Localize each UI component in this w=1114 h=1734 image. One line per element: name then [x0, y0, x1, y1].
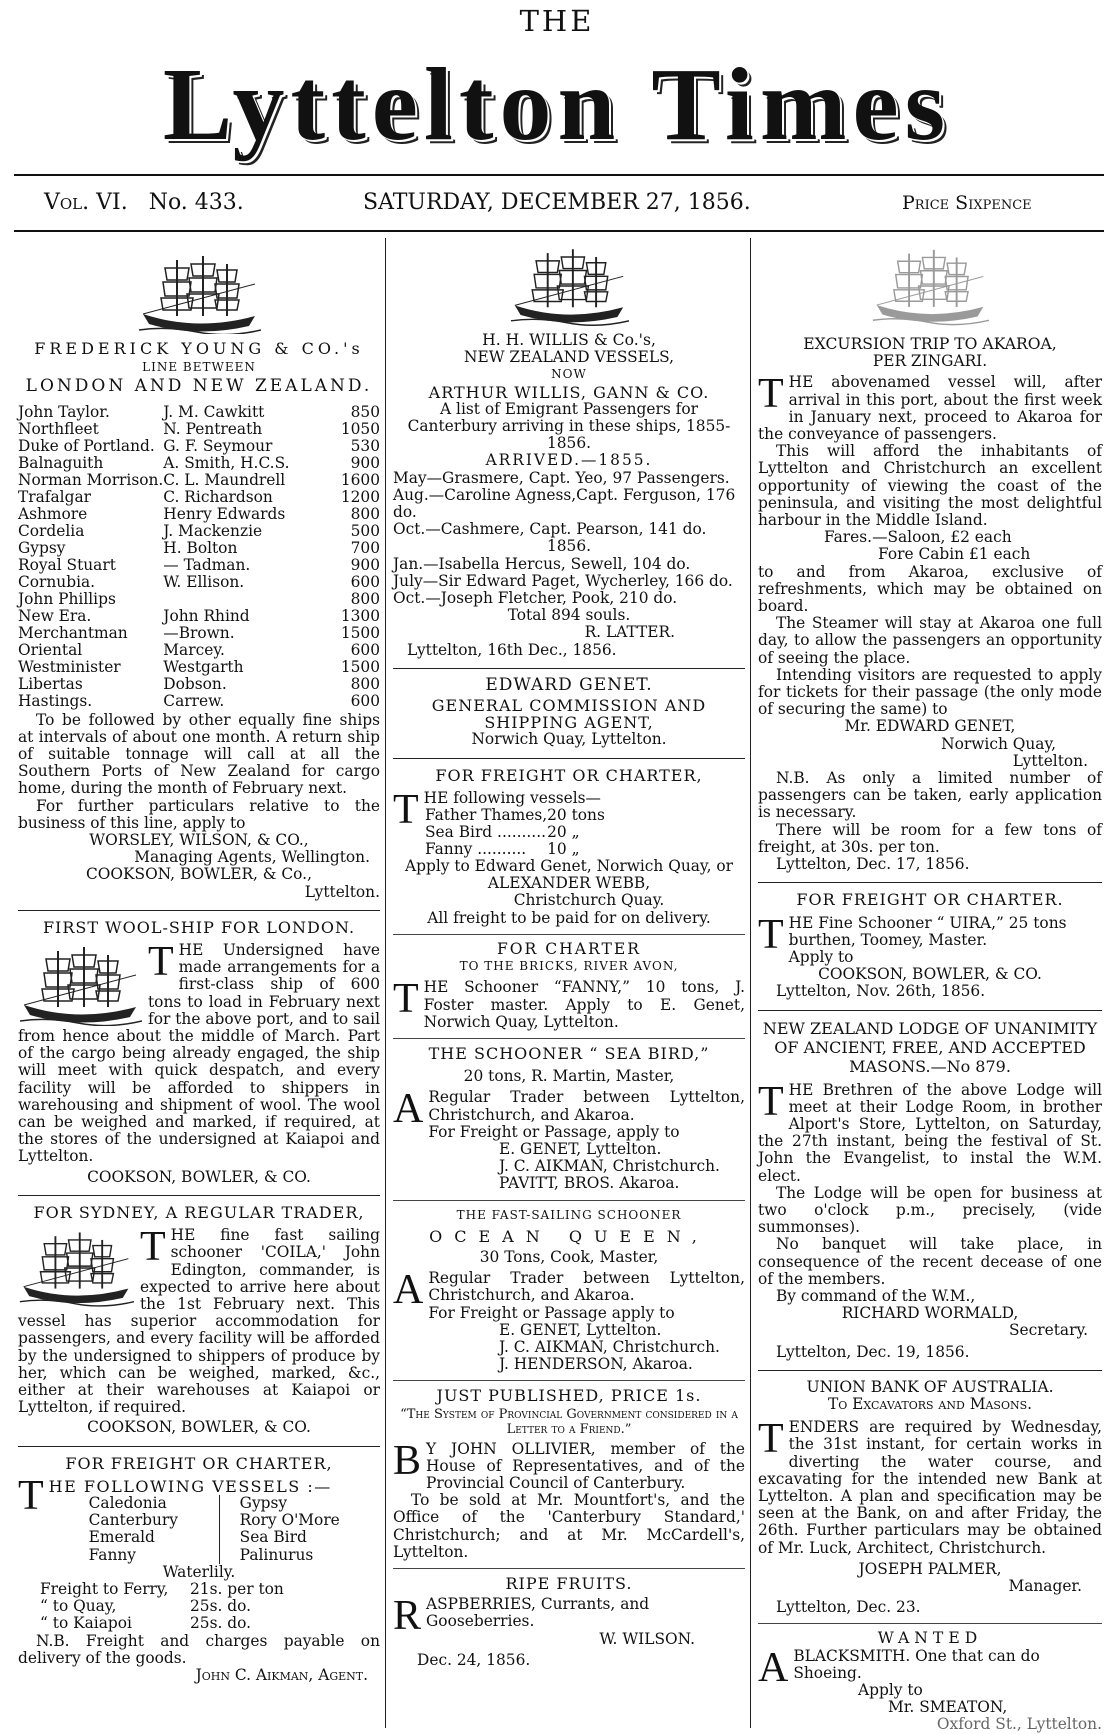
- ship-illustration-icon: [18, 944, 142, 1026]
- ship-name: Westminister: [18, 657, 121, 676]
- ship-tons: 1500: [340, 623, 380, 642]
- ship-tons: 1300: [340, 606, 380, 625]
- ship-tons: 900: [350, 555, 380, 574]
- agent-name: COOKSON, BOWLER, & CO.: [818, 965, 1042, 984]
- section-divider: [18, 1195, 380, 1196]
- issue-price: Price Sixpence: [902, 192, 1032, 214]
- ad-just-published: [393, 1387, 745, 1561]
- ad-title: OCEAN QUEEN,: [429, 1226, 709, 1246]
- ad-subtitle: NOW: [551, 367, 587, 382]
- ad-title: FOR FREIGHT OR CHARTER,: [65, 1453, 333, 1473]
- ad-note: To be sold at Mr. Mountfort's, and the Office of the 'Canterbury Standard,' Christchurch; and at Mr. McCardell's, Lyttelton.: [393, 1491, 745, 1561]
- vessel-row: [425, 824, 605, 841]
- ship-name: Gypsy: [18, 538, 66, 557]
- vessel-name: Fanny ..........: [425, 840, 527, 859]
- fares: Fares.—Saloon, £2 each: [824, 528, 1012, 547]
- ad-frederick-young: [18, 340, 380, 901]
- ship-name: John Phillips: [18, 589, 116, 608]
- ad-signature-title: Manager.: [1008, 1577, 1082, 1595]
- section-divider: [393, 1038, 745, 1039]
- drop-cap: A: [758, 1644, 789, 1691]
- ship-tons: 850: [350, 402, 380, 421]
- masthead-rule-top: [14, 174, 1104, 176]
- ad-note: N.B. Freight and charges payable on delivery of the goods.: [18, 1631, 380, 1667]
- vessel-table: [425, 807, 605, 858]
- masthead-the: THE: [519, 4, 595, 38]
- drop-cap: R: [393, 1593, 422, 1640]
- ad-title: EDWARD GENET.: [485, 674, 653, 695]
- ad-apply: Apply to: [788, 947, 854, 966]
- ad-date: Lyttelton, Nov. 26th, 1856.: [776, 982, 986, 1001]
- contact-name: Mr. EDWARD GENET,: [844, 717, 1016, 736]
- ad-subtitle: To Excavators and Masons.: [827, 1394, 1033, 1413]
- column-2: [393, 246, 745, 1669]
- ad-paragraph: There will be room for a few tons of freight, at 30s. per ton.: [758, 820, 1102, 856]
- ad-signature: RICHARD WORMALD,: [841, 1304, 1019, 1323]
- masthead-rule-bottom: [14, 230, 1104, 232]
- ad-date: Lyttelton, Dec. 17, 1856.: [776, 855, 970, 874]
- ship-tons: 800: [350, 674, 380, 693]
- contact-address: Norwich Quay,: [941, 734, 1056, 753]
- rate-value: 25s. do.: [190, 1614, 252, 1633]
- ship-row: [18, 642, 380, 659]
- ship-captain: N. Pentreath: [163, 419, 263, 438]
- ad-freight-charter-2: [393, 767, 745, 927]
- vessel-tons: 20 tons: [547, 806, 605, 825]
- ad-title: NEW ZEALAND LODGE OF UNANIMITY OF ANCIENT, FREE, AND ACCEPTED MASONS.—No 879.: [762, 1018, 1098, 1076]
- ad-title: RIPE FRUITS.: [505, 1573, 633, 1593]
- volume-number: Vol. VI. No. 433.: [44, 190, 244, 215]
- arrivals-1855: [393, 470, 745, 539]
- ad-title: FOR FREIGHT OR CHARTER,: [435, 765, 703, 785]
- arrival-entry: May—Grasmere, Capt. Yeo, 97 Passengers.: [393, 468, 730, 487]
- ship-tons: 500: [350, 521, 380, 540]
- ship-row: [18, 574, 380, 591]
- ship-tons: 800: [350, 589, 380, 608]
- ship-captain: Marcey.: [163, 640, 225, 659]
- drop-cap: T: [393, 976, 419, 1023]
- issue-date: SATURDAY, DECEMBER 27, 1856.: [363, 190, 751, 215]
- ad-apply: Apply to Edward Genet, Norwich Quay, or: [405, 857, 733, 876]
- rate-label: “ to Kaiapoi: [40, 1614, 132, 1633]
- ship-captain: Carrew.: [163, 691, 225, 710]
- vessel-row: [425, 841, 605, 858]
- rate-label: “ to Quay,: [40, 1597, 117, 1616]
- ad-date: Lyttelton, Dec. 19, 1856.: [776, 1342, 970, 1361]
- ship-tons: 1050: [340, 419, 380, 438]
- ship-captain: H. Bolton: [163, 538, 238, 557]
- ad-first-wool-ship: [18, 919, 380, 1186]
- ship-illustration-icon: [509, 246, 629, 326]
- ad-note: All freight to be paid for on delivery.: [427, 908, 711, 927]
- ad-title: FIRST WOOL-SHIP FOR LONDON.: [42, 917, 356, 937]
- ad-body: A Regular Trader between Lyttelton, Christchurch, and Akaroa.: [393, 1267, 745, 1314]
- ship-name: Northfleet: [18, 419, 99, 438]
- ship-captain: Henry Edwards: [163, 504, 286, 523]
- section-divider: [758, 882, 1102, 883]
- ad-title: H. H. WILLIS & Co.'s,: [482, 331, 656, 349]
- vessel-name: Father Thames,: [425, 806, 548, 825]
- ship-row: [18, 659, 380, 676]
- ad-subtitle: PER ZINGARI.: [872, 352, 988, 371]
- ship-row: [18, 591, 380, 608]
- agent-name: PAVITT, BROS. Akaroa.: [499, 1174, 680, 1193]
- drop-cap: A: [393, 1086, 424, 1133]
- ship-illustration-icon: [135, 254, 263, 334]
- ad-body: THE abovenamed vessel will, after arrival in this port, about the first week in January next, proceed to Akaroa for the conveyance of passengers.: [758, 371, 1102, 444]
- ship-name: Trafalgar: [18, 487, 91, 506]
- vessel-name: Caledonia: [88, 1493, 167, 1512]
- ad-lead: HE following vessels—: [423, 789, 601, 807]
- agent-location: Lyttelton.: [304, 882, 380, 901]
- agent-name: COOKSON, BOWLER, & Co.,: [86, 865, 312, 884]
- vessel-name: Fanny: [88, 1545, 136, 1564]
- ship-captain: [163, 591, 328, 608]
- ad-apply: For Freight or Passage apply to: [428, 1303, 675, 1322]
- ad-title: FOR FREIGHT OR CHARTER.: [796, 890, 1064, 910]
- ad-body: THE Undersigned have made arrangements for a first-class ship of 600 tons to load in February next for the above port, and to sail from hence about the middle of March. Part of the cargo being already engaged, the ship will meet with quick despatch, and every facility will be afforded to shippers in warehousing and shipment of wool. The wool can be weighed and marked, if required, at the stores of the undersigned at Kaiapoi and Lyttelton.: [18, 939, 380, 1166]
- ad-ocean-queen: [393, 1207, 745, 1374]
- arrivals-1856: [393, 556, 745, 608]
- ad-uira: [758, 891, 1102, 1000]
- ad-date: Lyttelton, Dec. 23.: [776, 1598, 921, 1617]
- ship-row: [18, 693, 380, 710]
- ship-name: Ashmore: [18, 504, 88, 523]
- drop-cap: T: [758, 1416, 784, 1463]
- agent-name: WORSLEY, WILSON, & CO.,: [89, 831, 309, 850]
- drop-cap: T: [140, 1224, 166, 1271]
- arrived-heading: ARRIVED.—1855.: [485, 451, 653, 470]
- ship-tons: 530: [350, 436, 380, 455]
- agent-name: ALEXANDER WEBB,: [487, 874, 651, 893]
- ship-captain: C. Richardson: [163, 487, 273, 506]
- ad-body: B Y JOHN OLLIVIER, member of the House of Representatives, and of the Provincial Council of Canterbury.: [393, 1437, 745, 1492]
- ad-paragraph: To be followed by other equally fine ships at intervals of about one month. A return ship of suitable tonnage will call at all the Southern Ports of New Zealand for cargo home, during the month of February next.: [18, 710, 380, 798]
- ship-name: Hastings.: [18, 691, 93, 710]
- ad-paragraph: No banquet will take place, in consequence of the recent decease of one of the members.: [758, 1235, 1102, 1288]
- ship-captain: Dobson.: [163, 674, 227, 693]
- rate-row: [40, 1598, 380, 1615]
- ad-subtitle: THE FAST-SAILING SCHOONER: [456, 1207, 682, 1222]
- arrivals-total: Total 894 souls.: [507, 606, 631, 625]
- ad-ripe-fruits: [393, 1575, 745, 1669]
- ship-row: [18, 472, 380, 489]
- ad-freight-charter: [18, 1455, 380, 1685]
- vessel-name: Sea Bird ..........: [425, 823, 546, 842]
- ship-tons: 600: [350, 640, 380, 659]
- vessel-name: Emerald: [88, 1528, 155, 1547]
- ship-name: Norman Morrison.: [18, 470, 164, 489]
- ship-tons: 600: [350, 691, 380, 710]
- agent-name: J. C. AIKMAN, Christchurch.: [499, 1157, 720, 1176]
- vessel-name: Palinurus: [239, 1545, 314, 1564]
- section-divider: [758, 1623, 1102, 1624]
- ship-captain: G. F. Seymour: [163, 436, 273, 455]
- rate-label: Freight to Ferry,: [40, 1579, 169, 1598]
- ad-body: ABLACKSMITH. One that can do Shoeing.: [758, 1644, 1040, 1691]
- freight-rates: [18, 1581, 380, 1633]
- ad-subtitle: 20 tons, R. Martin, Master,: [463, 1067, 675, 1086]
- ship-row: [18, 625, 380, 642]
- ship-tons: 800: [350, 504, 380, 523]
- ad-body: TENDERS are required by Wednesday, the 31st instant, for certain works in diverting the water course, and excavating for the intended new Bank at Lyttelton. A plan and specification may be seen at the Bank, on and after Friday, the 26th. Further particulars may be obtained of Mr. Luck, Architect, Christchurch.: [758, 1416, 1102, 1557]
- ad-apply: For Freight or Passage, apply to: [428, 1122, 680, 1141]
- section-divider: [18, 1446, 380, 1447]
- ad-subtitle: LINE BETWEEN: [142, 360, 256, 375]
- ship-tons: 1500: [340, 657, 380, 676]
- ad-subtitle: SHIPPING AGENT,: [484, 713, 654, 733]
- section-divider: [393, 758, 745, 759]
- ship-captain: W. Ellison.: [163, 572, 245, 591]
- fares: Fore Cabin £1 each: [878, 545, 1031, 564]
- ad-body: RASPBERRIES, Currants, and Gooseberries.: [393, 1593, 650, 1640]
- ad-title: FOR CHARTER: [496, 939, 642, 958]
- drop-cap: T: [758, 371, 784, 418]
- ad-body: THE Fine Schooner “ UIRA,” 25 tons burthen, Toomey, Master.: [758, 911, 1067, 958]
- ad-signature-title: Secretary.: [1009, 1321, 1088, 1340]
- column-1: [18, 254, 380, 1684]
- rate-value: 25s. do.: [190, 1597, 252, 1616]
- ad-note: N.B. As only a limited number of passengers can be taken, early application is necessary.: [758, 769, 1102, 822]
- ship-captain: C. L. Maundrell: [163, 470, 286, 489]
- agent-name: J. HENDERSON, Akaroa.: [499, 1355, 693, 1374]
- vessel-name: Rory O'More: [239, 1511, 340, 1530]
- drop-cap: A: [393, 1267, 424, 1314]
- ship-illustration-icon: [18, 1229, 134, 1307]
- ad-date: Lyttelton, 16th Dec., 1856.: [407, 640, 617, 659]
- section-divider: [758, 1370, 1102, 1371]
- contact-address: Lyttelton.: [1012, 751, 1088, 770]
- drop-cap: T: [148, 939, 174, 986]
- section-divider: [393, 1200, 745, 1201]
- ad-lead: HE FOLLOWING VESSELS :—: [48, 1477, 332, 1496]
- ad-title: FOR SYDNEY, A REGULAR TRADER,: [33, 1202, 365, 1222]
- ad-signature: JOSEPH PALMER,: [858, 1559, 1002, 1578]
- ship-name: New Era.: [18, 606, 92, 625]
- ship-row: [18, 676, 380, 693]
- ad-subtitle: “The System of Provincial Government considered in a Letter to a Friend.”: [400, 1406, 738, 1437]
- ship-row: [18, 540, 380, 557]
- ad-paragraph: This will afford the inhabitants of Lyttelton and Christchurch an excellent opportunity of viewing the coast of the peninsula, and visiting the most delightful harbour in the Middle Island.: [758, 442, 1102, 530]
- ad-willis-vessels: [393, 332, 745, 659]
- ship-name: Royal Stuart: [18, 555, 116, 574]
- ship-row: [18, 421, 380, 438]
- ad-title: EXCURSION TRIP TO AKAROA,: [803, 335, 1057, 353]
- ship-name: Merchantman: [18, 623, 128, 642]
- ship-name: John Taylor.: [18, 402, 110, 421]
- ad-subtitle: ARTHUR WILLIS, GANN & CO.: [428, 382, 710, 402]
- column-3: [758, 246, 1102, 1734]
- agent-name: E. GENET, Lyttelton.: [499, 1320, 662, 1339]
- ship-tons: 600: [350, 572, 380, 591]
- rate-value: 21s. per ton: [190, 1579, 284, 1598]
- year-heading: 1856.: [546, 537, 592, 556]
- ad-paragraph: By command of the W.M.,: [776, 1286, 976, 1305]
- section-divider: [393, 1568, 745, 1569]
- ship-row: [18, 455, 380, 472]
- contact-name: Mr. SMEATON,: [888, 1698, 1008, 1717]
- ad-body: THE Brethren of the above Lodge will meet at their Lodge Room, in brother Alport's Store, Lyttelton, on Saturday, the 27th instant, being the festival of St. John the Evangelist, to instal the W.M. elect.: [758, 1078, 1102, 1185]
- ad-masonic-lodge: [758, 1019, 1102, 1361]
- arrival-entry: July—Sir Edward Paget, Wycherley, 166 do.: [393, 571, 733, 590]
- ship-captain: John Rhind: [163, 606, 250, 625]
- agent-name: J. C. AIKMAN, Christchurch.: [499, 1337, 720, 1356]
- ad-signature: John C. Aikman, Agent.: [195, 1665, 368, 1684]
- column-divider-1: [385, 238, 386, 1728]
- ad-union-bank: [758, 1379, 1102, 1617]
- ship-name: Duke of Portland.: [18, 436, 155, 455]
- ad-body: A Regular Trader between Lyttelton, Christchurch, and Akaroa.: [393, 1086, 745, 1133]
- ship-captain: Westgarth: [163, 657, 244, 676]
- drop-cap: T: [758, 911, 784, 958]
- ship-name: Oriental: [18, 640, 83, 659]
- newspaper-title: Lyttelton Times: [162, 47, 952, 162]
- vessel-row: [425, 807, 605, 824]
- arrival-entry: Aug.—Caroline Agness,Capt. Ferguson, 176 do.: [393, 485, 736, 522]
- ad-title: JUST PUBLISHED, PRICE 1s.: [436, 1386, 702, 1406]
- ad-paragraph: For further particulars relative to the business of this line, apply to: [18, 796, 380, 832]
- vessel-name: Canterbury: [88, 1511, 178, 1530]
- ship-tons: 700: [350, 538, 380, 557]
- drop-cap: B: [393, 1437, 422, 1484]
- ad-sydney-trader: [18, 1204, 380, 1437]
- ad-route: LONDON AND NEW ZEALAND.: [25, 376, 373, 397]
- ad-signature: W. WILSON.: [599, 1629, 695, 1648]
- ship-row: [18, 557, 380, 574]
- ad-title: UNION BANK OF AUSTRALIA.: [806, 1377, 1054, 1396]
- ad-body: THE Schooner “FANNY,” 10 tons, J. Foster master. Apply to E. Genet, Norwich Quay, Lyttelton.: [393, 976, 745, 1031]
- arrival-entry: Jan.—Isabella Hercus, Sewell, 104 do.: [393, 554, 691, 573]
- section-divider: [393, 934, 745, 935]
- ship-row: [18, 489, 380, 506]
- ad-body: THE fine fast sailing schooner 'COILA,' John Edington, commander, is expected to arrive here about the 1st February next. This vessel has superior accommodation for passengers, and every facility will be afforded by the undersigned to shippers of produce by her, which can be weighed, marked, &c., either at their warehouses at Kaiapoi or Lyttelton, if required.: [18, 1224, 380, 1417]
- ship-name: Cordelia: [18, 521, 85, 540]
- vessel-tons: 20 „: [547, 823, 580, 842]
- ad-sea-bird: [393, 1045, 745, 1193]
- drop-cap: T: [758, 1078, 784, 1125]
- ad-paragraph: The Lodge will be open for business at two o'clock p.m., precisely, (vide summonses).: [758, 1183, 1102, 1237]
- ship-captain: —Brown.: [163, 623, 235, 642]
- agent-location: Christchurch Quay.: [513, 891, 665, 910]
- ad-excursion-akaroa: [758, 336, 1102, 873]
- arrival-entry: Oct.—Cashmere, Capt. Pearson, 141 do.: [393, 520, 707, 539]
- ship-name: Libertas: [18, 674, 83, 693]
- ship-row: [18, 506, 380, 523]
- ad-subtitle: 30 Tons, Cook, Master,: [479, 1247, 659, 1266]
- contact-address: Oxford St., Lyttelton.: [936, 1715, 1102, 1734]
- ad-for-charter: [393, 941, 745, 1031]
- ad-address: Norwich Quay, Lyttelton.: [471, 730, 667, 749]
- vessel-name: Sea Bird: [239, 1528, 307, 1547]
- rate-row: [40, 1581, 380, 1598]
- ship-tons: 1200: [340, 487, 380, 506]
- ad-subtitle: NEW ZEALAND VESSELS,: [464, 348, 674, 367]
- ship-captain: J. Mackenzie: [163, 521, 263, 540]
- ship-row: [18, 608, 380, 625]
- ad-title: THE SCHOONER “ SEA BIRD,”: [428, 1043, 710, 1063]
- agent-location: Managing Agents, Wellington.: [134, 848, 370, 867]
- drop-cap: T: [18, 1477, 44, 1519]
- ship-captain: J. M. Cawkitt: [163, 402, 265, 421]
- section-divider: [393, 1380, 745, 1381]
- ship-row: [18, 438, 380, 455]
- ad-paragraph: to and from Akaroa, exclusive of refreshments, which may be obtained on board.: [758, 562, 1102, 616]
- ship-row: [18, 404, 380, 421]
- ad-edward-genet: [393, 674, 745, 749]
- column-divider-2: [750, 238, 751, 1728]
- ship-list-table: [18, 404, 380, 710]
- ad-apply: Apply to: [858, 1681, 923, 1700]
- ad-paragraph: The Steamer will stay at Akaroa one full day, to allow the passengers an opportunity of seeing the place.: [758, 614, 1102, 667]
- ad-subtitle: TO THE BRICKS, RIVER AVON,: [459, 959, 679, 974]
- ship-illustration-icon: [871, 246, 989, 326]
- ship-captain: — Tadman.: [163, 555, 251, 574]
- ship-tons: 900: [350, 453, 380, 472]
- ad-wanted: [758, 1630, 1102, 1733]
- drop-cap: T: [393, 789, 419, 833]
- ad-signature: COOKSON, BOWLER, & CO.: [87, 1418, 311, 1437]
- ship-name: Balnaguith: [18, 453, 104, 472]
- vessel-name: Gypsy: [239, 1493, 288, 1512]
- ship-tons: 1600: [340, 470, 380, 489]
- agent-name: E. GENET, Lyttelton.: [499, 1139, 662, 1158]
- ad-signature: COOKSON, BOWLER, & CO.: [87, 1167, 311, 1186]
- ad-date: Dec. 24, 1856.: [417, 1650, 531, 1669]
- section-divider: [18, 910, 380, 911]
- vessel-list-left: [89, 1495, 219, 1564]
- ship-row: [18, 523, 380, 540]
- vessel-last: Waterlily.: [162, 1562, 236, 1581]
- ad-signature: R. LATTER.: [584, 623, 675, 642]
- ship-captain: A. Smith, H.C.S.: [163, 453, 290, 472]
- ad-title: FREDERICK YOUNG & CO.'s: [34, 339, 364, 358]
- section-divider: [758, 1010, 1102, 1011]
- section-divider: [393, 668, 745, 669]
- ad-intro: A list of Emigrant Passengers for Canterbury arriving in these ships, 1855-1856.: [407, 399, 731, 453]
- vessel-list-right: [219, 1495, 340, 1564]
- ship-name: Cornubia.: [18, 572, 96, 591]
- arrival-entry: Oct.—Joseph Fletcher, Pook, 210 do.: [393, 589, 678, 608]
- ad-subtitle: GENERAL COMMISSION AND: [431, 696, 707, 716]
- ad-paragraph: Intending visitors are requested to apply for tickets for their passage (the only mode of securing the same) to: [758, 665, 1102, 719]
- rate-row: [40, 1615, 380, 1632]
- ad-title: WANTED: [877, 1629, 983, 1648]
- vessel-tons: 10 „: [547, 840, 580, 859]
